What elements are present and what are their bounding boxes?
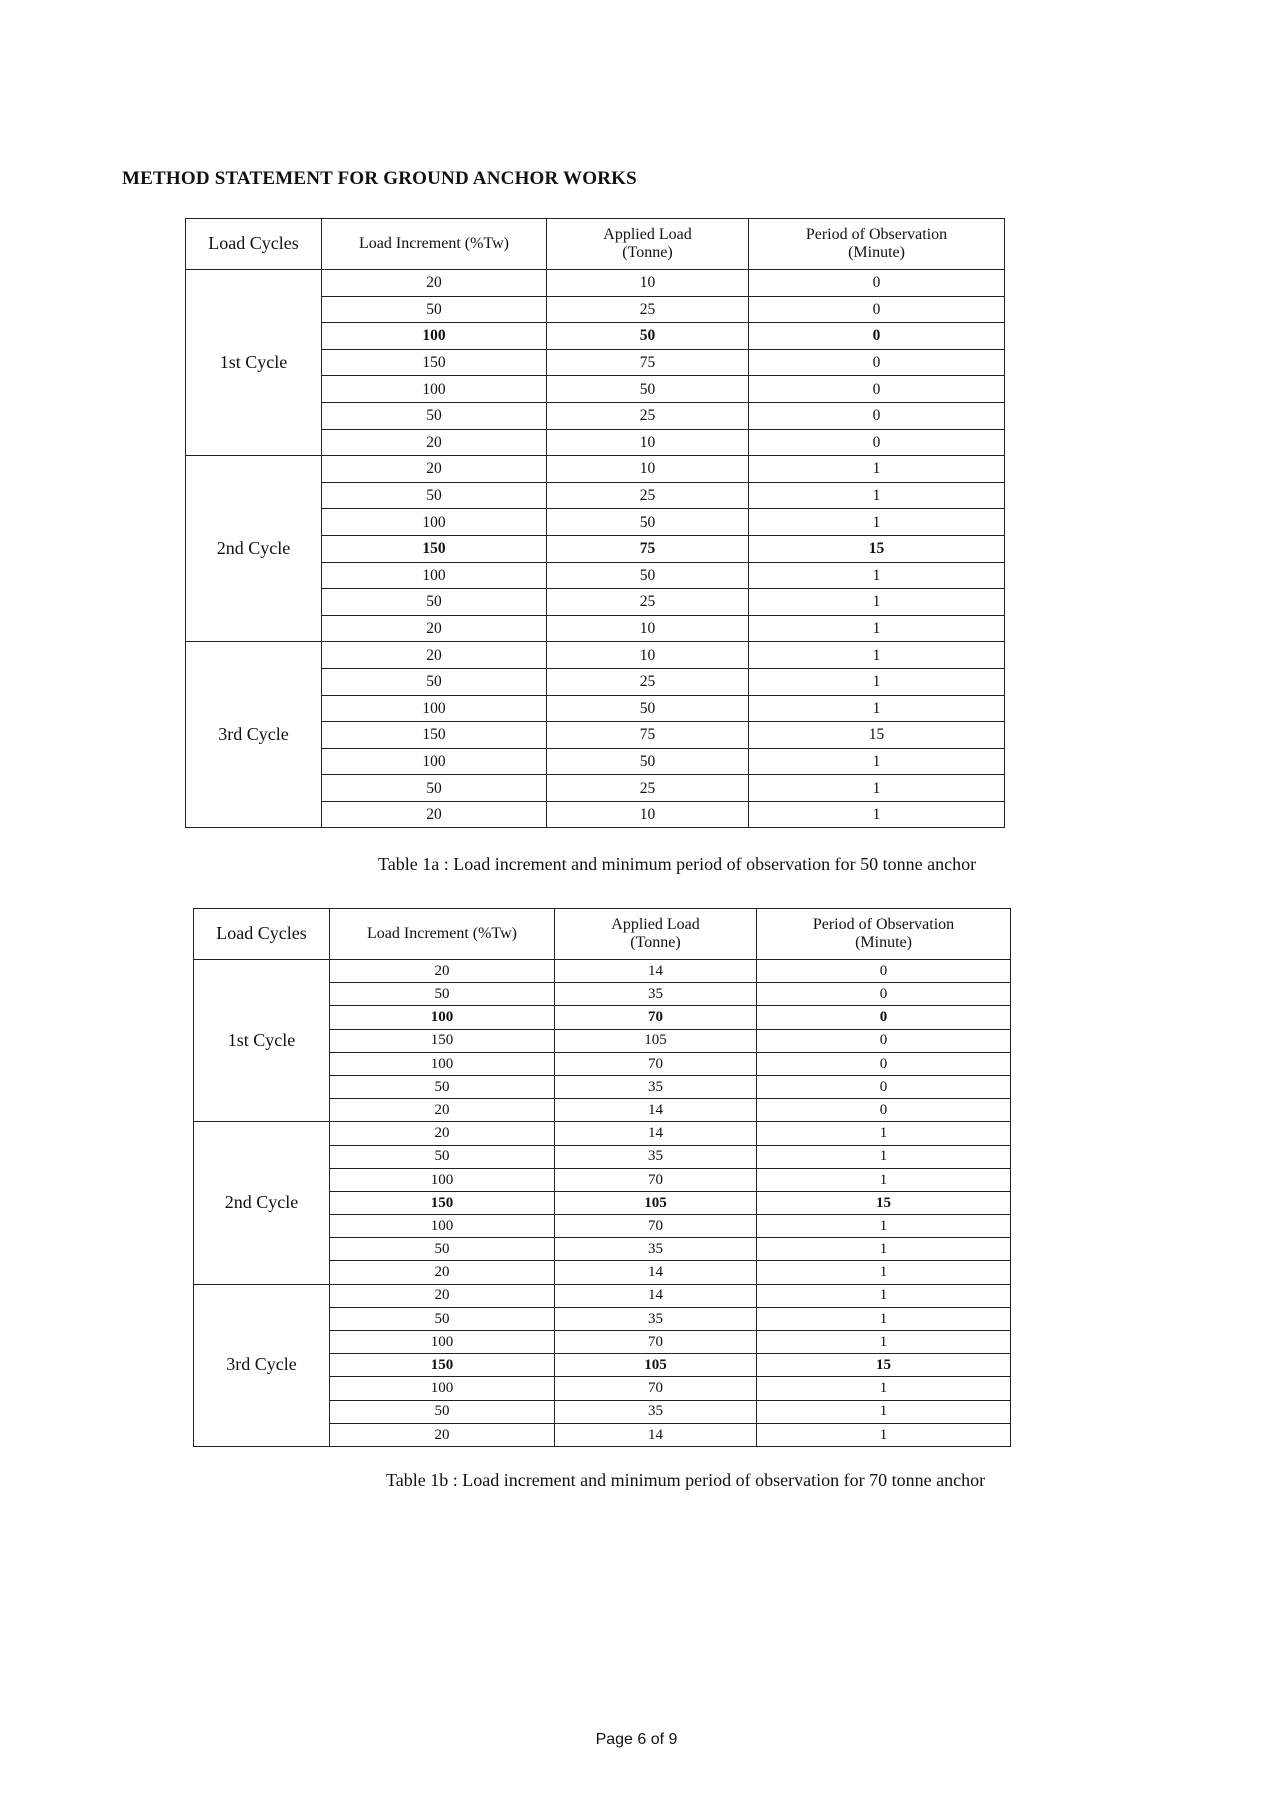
table-row — [194, 960, 1011, 983]
observation-minutes-cell: 1 — [749, 562, 1005, 589]
applied-load-cell: 70 — [555, 1331, 757, 1354]
cycle-label: 1st Cycle — [194, 960, 330, 1122]
load-increment-cell: 20 — [330, 1099, 555, 1122]
load-increment-cell: 100 — [322, 509, 547, 536]
load-table — [185, 218, 1005, 828]
observation-minutes-cell: 1 — [749, 615, 1005, 642]
load-increment-cell: 20 — [330, 1284, 555, 1307]
applied-load-cell: 50 — [547, 509, 749, 536]
applied-load-cell: 14 — [555, 1423, 757, 1446]
load-increment-cell: 20 — [330, 1261, 555, 1284]
load-increment-cell: 100 — [322, 748, 547, 775]
cycle-label: 1st Cycle — [186, 270, 322, 456]
applied-load-cell: 70 — [555, 1052, 757, 1075]
applied-load-cell: 25 — [547, 402, 749, 429]
applied-load-cell: 25 — [547, 668, 749, 695]
observation-minutes-cell: 1 — [757, 1284, 1011, 1307]
applied-load-cell: 50 — [547, 323, 749, 350]
load-increment-cell: 100 — [330, 1006, 555, 1029]
applied-load-cell: 50 — [547, 748, 749, 775]
applied-load-cell: 105 — [555, 1029, 757, 1052]
applied-load-cell: 35 — [555, 1307, 757, 1330]
load-table — [193, 908, 1011, 1447]
load-increment-cell: 50 — [322, 296, 547, 323]
observation-minutes-cell: 0 — [757, 960, 1011, 983]
header-row — [186, 219, 1005, 270]
header-period-of-observation: Period of Observation (Minute) — [749, 219, 1005, 270]
observation-minutes-cell: 0 — [749, 296, 1005, 323]
cycle-label: 2nd Cycle — [194, 1122, 330, 1284]
load-increment-cell: 100 — [330, 1168, 555, 1191]
load-increment-cell: 100 — [322, 562, 547, 589]
table-1b-caption: Table 1b : Load increment and minimum period of observation for 70 tonne anchor — [386, 1470, 986, 1490]
load-increment-cell: 20 — [330, 1122, 555, 1145]
load-increment-cell: 150 — [330, 1029, 555, 1052]
table-row — [186, 642, 1005, 669]
observation-minutes-cell: 0 — [749, 323, 1005, 350]
applied-load-cell: 70 — [555, 1377, 757, 1400]
observation-minutes-cell: 1 — [749, 482, 1005, 509]
header-load-cycles: Load Cycles — [186, 219, 322, 270]
observation-minutes-cell: 1 — [749, 589, 1005, 616]
observation-minutes-cell: 1 — [749, 695, 1005, 722]
header-applied-load: Applied Load (Tonne) — [547, 219, 749, 270]
cycle-label: 3rd Cycle — [186, 642, 322, 828]
load-increment-cell: 20 — [322, 801, 547, 828]
observation-minutes-cell: 1 — [749, 748, 1005, 775]
applied-load-cell: 75 — [547, 535, 749, 562]
applied-load-cell: 10 — [547, 429, 749, 456]
applied-load-cell: 70 — [555, 1006, 757, 1029]
load-increment-cell: 50 — [330, 1075, 555, 1098]
applied-load-cell: 105 — [555, 1191, 757, 1214]
observation-minutes-cell: 1 — [757, 1122, 1011, 1145]
load-increment-cell: 50 — [330, 983, 555, 1006]
load-increment-cell: 20 — [322, 615, 547, 642]
load-increment-cell: 20 — [322, 642, 547, 669]
observation-minutes-cell: 1 — [749, 801, 1005, 828]
applied-load-cell: 14 — [555, 960, 757, 983]
applied-load-cell: 50 — [547, 562, 749, 589]
load-increment-cell: 100 — [322, 376, 547, 403]
load-increment-cell: 20 — [330, 960, 555, 983]
observation-minutes-cell: 0 — [749, 270, 1005, 297]
load-increment-cell: 50 — [330, 1145, 555, 1168]
applied-load-cell: 14 — [555, 1284, 757, 1307]
load-increment-cell: 150 — [322, 722, 547, 749]
observation-minutes-cell: 0 — [757, 1052, 1011, 1075]
load-increment-cell: 50 — [322, 402, 547, 429]
observation-minutes-cell: 0 — [749, 429, 1005, 456]
load-increment-cell: 50 — [322, 589, 547, 616]
load-increment-cell: 150 — [330, 1191, 555, 1214]
load-increment-cell: 20 — [322, 270, 547, 297]
header-load-cycles: Load Cycles — [194, 909, 330, 960]
applied-load-cell: 70 — [555, 1215, 757, 1238]
applied-load-cell: 25 — [547, 775, 749, 802]
load-increment-cell: 50 — [330, 1238, 555, 1261]
page-heading: METHOD STATEMENT FOR GROUND ANCHOR WORKS — [122, 168, 637, 189]
observation-minutes-cell: 1 — [757, 1168, 1011, 1191]
header-load-increment: Load Increment (%Tw) — [330, 909, 555, 960]
header-row — [194, 909, 1011, 960]
observation-minutes-cell: 15 — [749, 722, 1005, 749]
observation-minutes-cell: 15 — [749, 535, 1005, 562]
observation-minutes-cell: 0 — [749, 376, 1005, 403]
applied-load-cell: 35 — [555, 1145, 757, 1168]
page-footer: Page 6 of 9 — [595, 1731, 678, 1748]
observation-minutes-cell: 15 — [757, 1354, 1011, 1377]
applied-load-cell: 75 — [547, 349, 749, 376]
table-1b-container — [193, 908, 1011, 1447]
observation-minutes-cell: 0 — [749, 349, 1005, 376]
load-increment-cell: 50 — [322, 482, 547, 509]
header-applied-load: Applied Load (Tonne) — [555, 909, 757, 960]
applied-load-cell: 50 — [547, 376, 749, 403]
observation-minutes-cell: 1 — [757, 1145, 1011, 1168]
load-increment-cell: 150 — [322, 349, 547, 376]
applied-load-cell: 10 — [547, 456, 749, 483]
observation-minutes-cell: 15 — [757, 1191, 1011, 1214]
load-increment-cell: 50 — [330, 1400, 555, 1423]
applied-load-cell: 14 — [555, 1261, 757, 1284]
observation-minutes-cell: 1 — [757, 1261, 1011, 1284]
observation-minutes-cell: 1 — [757, 1307, 1011, 1330]
applied-load-cell: 70 — [555, 1168, 757, 1191]
table-row — [186, 270, 1005, 297]
load-increment-cell: 20 — [330, 1423, 555, 1446]
load-increment-cell: 100 — [330, 1052, 555, 1075]
applied-load-cell: 25 — [547, 589, 749, 616]
applied-load-cell: 25 — [547, 296, 749, 323]
observation-minutes-cell: 1 — [749, 456, 1005, 483]
table-1a-container — [185, 218, 1005, 828]
observation-minutes-cell: 0 — [757, 1029, 1011, 1052]
observation-minutes-cell: 1 — [757, 1400, 1011, 1423]
cycle-label: 3rd Cycle — [194, 1284, 330, 1446]
applied-load-cell: 35 — [555, 983, 757, 1006]
observation-minutes-cell: 1 — [749, 509, 1005, 536]
applied-load-cell: 10 — [547, 801, 749, 828]
load-increment-cell: 20 — [322, 456, 547, 483]
table-1a-caption: Table 1a : Load increment and minimum period of observation for 50 tonne anchor — [378, 854, 977, 874]
header-load-increment: Load Increment (%Tw) — [322, 219, 547, 270]
observation-minutes-cell: 1 — [749, 642, 1005, 669]
load-increment-cell: 50 — [330, 1307, 555, 1330]
load-increment-cell: 100 — [330, 1377, 555, 1400]
observation-minutes-cell: 1 — [757, 1423, 1011, 1446]
load-increment-cell: 100 — [322, 695, 547, 722]
applied-load-cell: 35 — [555, 1400, 757, 1423]
header-period-of-observation: Period of Observation (Minute) — [757, 909, 1011, 960]
load-increment-cell: 50 — [322, 668, 547, 695]
applied-load-cell: 35 — [555, 1238, 757, 1261]
applied-load-cell: 35 — [555, 1075, 757, 1098]
applied-load-cell: 10 — [547, 615, 749, 642]
load-increment-cell: 100 — [330, 1331, 555, 1354]
observation-minutes-cell: 1 — [757, 1238, 1011, 1261]
table-row — [194, 1122, 1011, 1145]
load-increment-cell: 100 — [330, 1215, 555, 1238]
load-increment-cell: 20 — [322, 429, 547, 456]
applied-load-cell: 14 — [555, 1099, 757, 1122]
cycle-label: 2nd Cycle — [186, 456, 322, 642]
load-increment-cell: 150 — [330, 1354, 555, 1377]
applied-load-cell: 75 — [547, 722, 749, 749]
load-increment-cell: 50 — [322, 775, 547, 802]
observation-minutes-cell: 1 — [757, 1331, 1011, 1354]
applied-load-cell: 10 — [547, 270, 749, 297]
observation-minutes-cell: 1 — [757, 1215, 1011, 1238]
applied-load-cell: 105 — [555, 1354, 757, 1377]
observation-minutes-cell: 0 — [757, 1075, 1011, 1098]
observation-minutes-cell: 1 — [749, 668, 1005, 695]
table-row — [194, 1284, 1011, 1307]
applied-load-cell: 25 — [547, 482, 749, 509]
observation-minutes-cell: 0 — [757, 1006, 1011, 1029]
applied-load-cell: 14 — [555, 1122, 757, 1145]
applied-load-cell: 50 — [547, 695, 749, 722]
observation-minutes-cell: 0 — [757, 983, 1011, 1006]
applied-load-cell: 10 — [547, 642, 749, 669]
load-increment-cell: 150 — [322, 535, 547, 562]
observation-minutes-cell: 0 — [749, 402, 1005, 429]
observation-minutes-cell: 0 — [757, 1099, 1011, 1122]
observation-minutes-cell: 1 — [749, 775, 1005, 802]
table-row — [186, 456, 1005, 483]
observation-minutes-cell: 1 — [757, 1377, 1011, 1400]
load-increment-cell: 100 — [322, 323, 547, 350]
